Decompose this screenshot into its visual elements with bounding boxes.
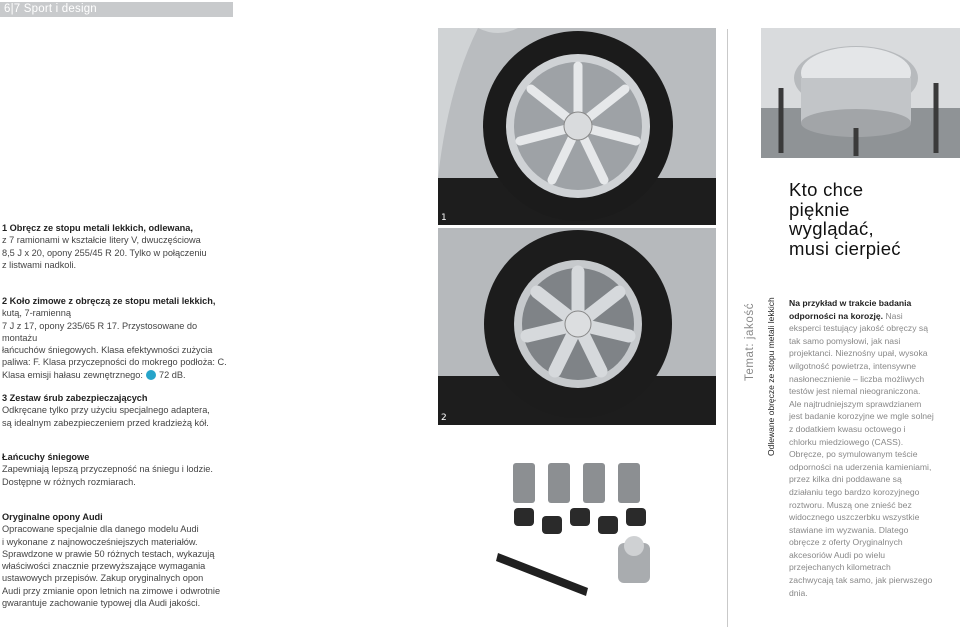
item-line: gwarantuje zachowanie typowej dla Audi jakości. xyxy=(2,598,201,609)
item-line: Zapewniają lepszą przyczepność na śniegu i lodzie. xyxy=(2,464,213,475)
right-body: Nasi eksperci testujący jakość obręczy są tak samo pomysłowi, jak nasi projektanci. Nieznośny upał, wysoka wilgotność powietrza, intensywne nasłonecznienie – liczba możliwych testów jest niemal nieograniczona. Ale najtrudniejszym sprawdzianem jest badanie korozyjne we mgle solnej z dodatkiem kwasu octowego i chlorku miedziowego (CASS). Obręcze, po symulowanym teście odporności na uderzenia kamieniami, przez kilka dni poddawane są działaniu tego bardzo korozyjnego roztworu. Muszą one znieść bez widocznego uszczerbku wszystkie stawiane im wyzwania. Dlatego obręcze z oferty Oryginalnych akcesoriów Audi po wielu przejechanych kilometrach zachwycają tak samo, jak pierwszego dnia. xyxy=(789,310,934,598)
headline-line: pięknie xyxy=(789,198,850,220)
headline-line: wyglądać, xyxy=(789,218,874,239)
item-line: Opracowane specjalnie dla danego modelu Audi xyxy=(2,524,199,535)
item-line: Sprawdzone w prawie 50 różnych testach, wykazują xyxy=(2,548,215,559)
rim-test-illustration xyxy=(761,28,960,158)
item-line: 7 J z 17, opony 235/65 R 17. Przystosowane do montażu xyxy=(2,320,198,343)
item-snow-chains xyxy=(2,451,232,488)
item-line: 8,5 J x 20, opony 255/45 R 20. Tylko w połączeniu xyxy=(2,247,207,258)
wheel-1-illustration xyxy=(438,28,716,225)
item-line: Odkręcane tylko przy użyciu specjalnego adaptera, xyxy=(2,405,210,416)
item-title: 2 Koło zimowe z obręczą ze stopu metali lekkich, xyxy=(2,296,216,306)
item-line: są idealnym zabezpieczeniem przed kradzieżą kół. xyxy=(2,417,209,428)
column-divider xyxy=(727,29,728,627)
item-line: Dostępne w różnych rozmiarach. xyxy=(2,476,136,487)
photo-number: 1 xyxy=(441,213,447,223)
locking-bolts-illustration xyxy=(438,428,716,625)
wheel-2-illustration xyxy=(438,228,716,425)
item-line: Audi przy zmianie opon letnich na zimowe i odwrotnie xyxy=(2,585,221,596)
photo-wheel-2 xyxy=(438,228,716,425)
page-header xyxy=(0,2,233,17)
headline-line: musi cierpieć xyxy=(789,237,901,259)
item-3 xyxy=(2,392,232,429)
photo-wheel-1 xyxy=(438,28,716,225)
item-1 xyxy=(2,222,232,271)
item-title: 3 Zestaw śrub zabezpieczających xyxy=(2,393,148,403)
photo-number: 2 xyxy=(441,413,447,423)
right-body-text xyxy=(789,297,934,599)
item-line: ustawowych przepisów. Zakup oryginalnych opon xyxy=(2,573,204,584)
page-label: 6|7 Sport i design xyxy=(4,3,97,15)
noise-class-line: Klasa emisji hałasu zewnętrznego: 72 dB. xyxy=(2,369,186,380)
item-line: z listwami nadkoli. xyxy=(2,259,77,270)
item-line: i wykonane z najnowocześniejszych materiałów. xyxy=(2,536,198,547)
photo-number: 3 xyxy=(441,613,447,623)
right-lead: Na przykład w trakcie badania odporności na korozję. xyxy=(789,298,912,321)
photo-locking-bolts xyxy=(438,428,716,625)
section-subtitle: Odlewane obręcze ze stopu metali lekkich xyxy=(766,297,776,456)
item-line: łańcuchów śniegowych. Klasa efektywności zużycia xyxy=(2,345,213,356)
item-line: paliwa: F. Klasa przyczepności do mokrego podłoża: C. xyxy=(2,357,227,368)
item-title: 1 Obręcz ze stopu metali lekkich, odlewana, xyxy=(2,223,193,233)
item-line: kutą, 7-ramienną xyxy=(2,308,71,319)
item-title: Oryginalne opony Audi xyxy=(2,512,103,522)
headline xyxy=(789,180,959,258)
item-title: Łańcuchy śniegowe xyxy=(2,452,90,462)
item-tyres xyxy=(2,511,232,609)
item-2 xyxy=(2,295,232,381)
item-line: z 7 ramionami w kształcie litery V, dwuczęściowa xyxy=(2,235,201,246)
item-line: właściwości znacznie przewyższające wymagania xyxy=(2,561,206,572)
section-topic: Temat: jakość xyxy=(744,302,756,381)
photo-rim-test xyxy=(761,28,960,158)
headline-line: Kto chce xyxy=(789,179,864,200)
noise-class-icon xyxy=(146,370,156,380)
